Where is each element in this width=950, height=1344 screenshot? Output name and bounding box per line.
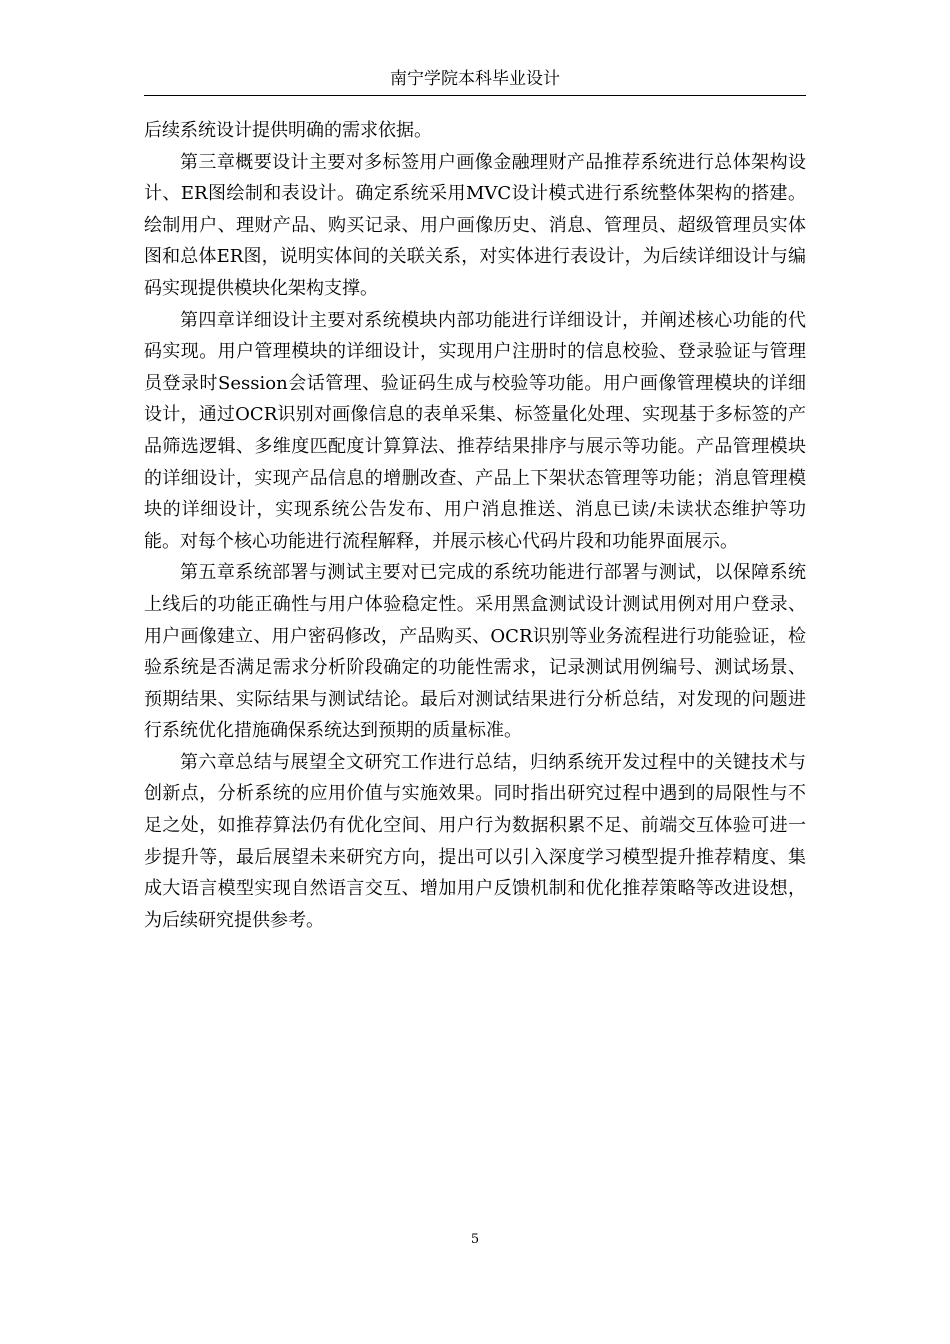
paragraph-chapter-5: 第五章系统部署与测试主要对已完成的系统功能进行部署与测试，以保障系统上线后的功能正确性与用户体验稳定性。采用黑盒测试设计测试用例对用户登录、用户画像建立、用户密码修改，产品购买、OCR识别等业务流程进行功能验证，检验系统是否满足需求分析阶段确定的功能性需求，记录测试用例编号、测试场景、预期结果、实际结果与测试结论。最后对测试结果进行分析总结，对发现的问题进行系统优化措施确保系统达到预期的质量标准。: [144, 562, 806, 742]
page-number: 5: [470, 1232, 480, 1247]
page-header: 南宁学院本科毕业设计: [390, 69, 560, 89]
paragraph-chapter-3: 第三章概要设计主要对多标签用户画像金融理财产品推荐系统进行总体架构设计、ER图绘制和表设计。确定系统采用MVC设计模式进行系统整体架构的搭建。绘制用户、理财产品、购买记录、用户画像历史、消息、管理员、超级管理员实体图和总体ER图，说明实体间的关联关系，对实体进行表设计，为后续详细设计与编码实现提供模块化架构支撑。: [144, 151, 806, 299]
paragraph-chapter-6: 第六章总结与展望全文研究工作进行总结，归纳系统开发过程中的关键技术与创新点，分析系统的应用价值与实施效果。同时指出研究过程中遇到的局限性与不足之处，如推荐算法仍有优化空间、用户行为数据积累不足、前端交互体验可进一步提升等，最后展望未来研究方向，提出可以引入深度学习模型提升推荐精度、集成大语言模型实现自然语言交互、增加用户反馈机制和优化推荐策略等改进设想，为后续研究提供参考。: [144, 751, 806, 931]
body-text: [144, 115, 806, 936]
paragraph-continuation: 后续系统设计提供明确的需求依据。: [144, 120, 432, 141]
header-rule: [144, 95, 806, 96]
paragraph-chapter-4: 第四章详细设计主要对系统模块内部功能进行详细设计，并阐述核心功能的代码实现。用户管理模块的详细设计，实现用户注册时的信息校验、登录验证与管理员登录时Session会话管理、验证码生成与校验等功能。用户画像管理模块的详细设计，通过OCR识别对画像信息的表单采集、标签量化处理、实现基于多标签的产品筛选逻辑、多维度匹配度计算算法、推荐结果排序与展示等功能。产品管理模块的详细设计，实现产品信息的增删改查、产品上下架状态管理等功能；消息管理模块的详细设计，实现系统公告发布、用户消息推送、消息已读/未读状态维护等功能。对每个核心功能进行流程解释，并展示核心代码片段和功能界面展示。: [144, 309, 806, 552]
